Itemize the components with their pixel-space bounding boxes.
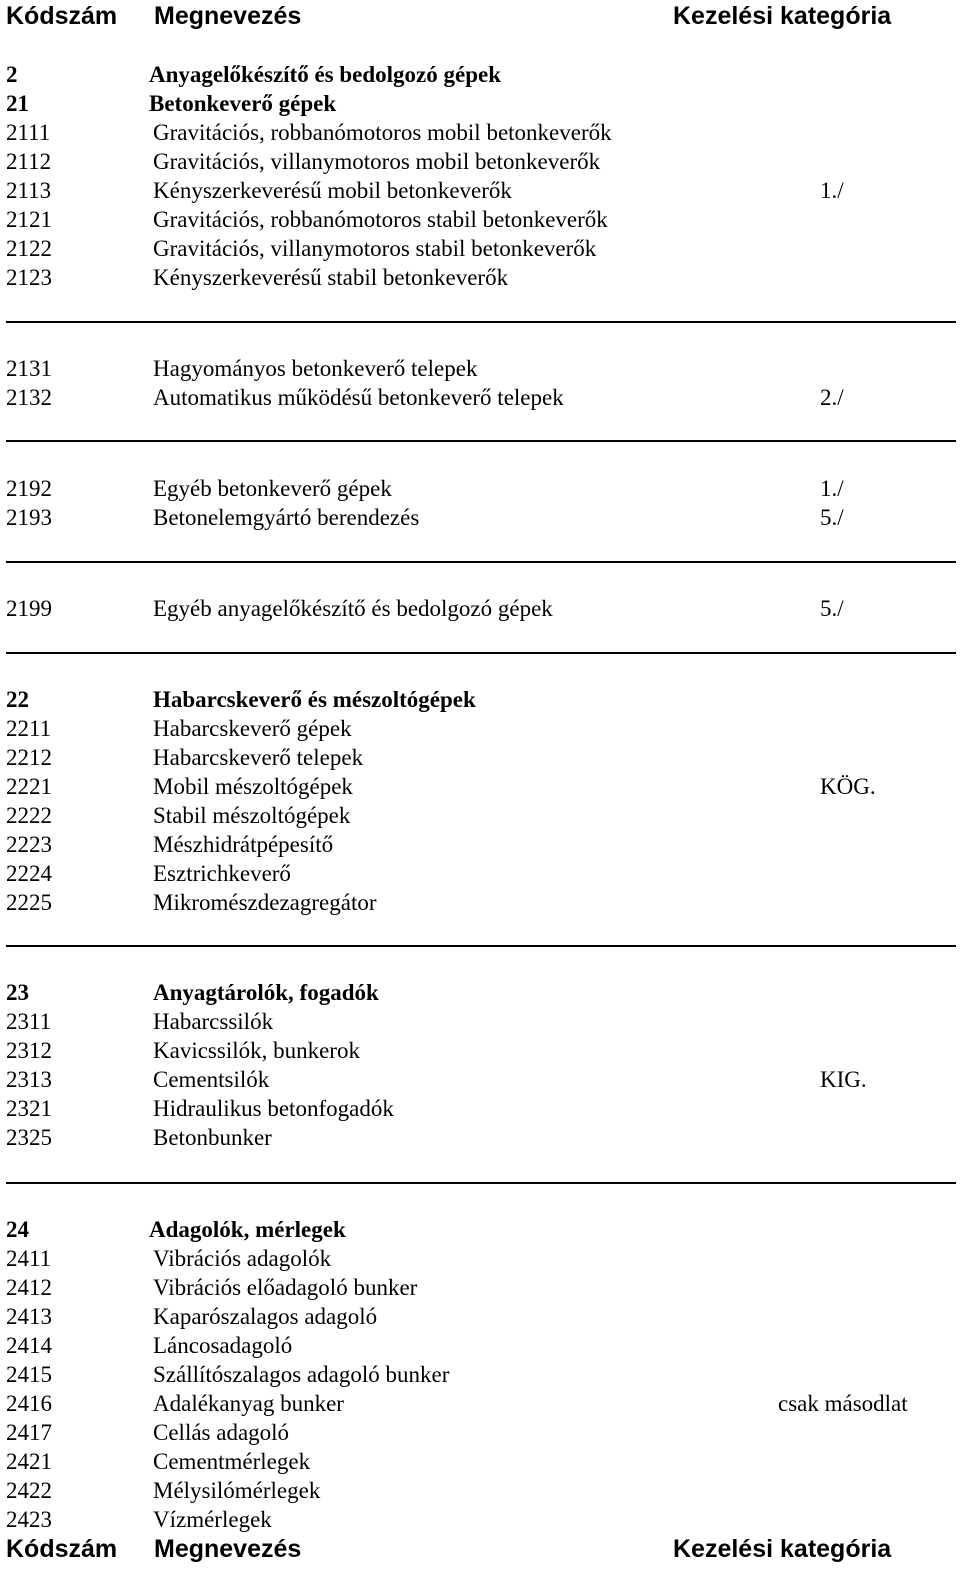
name-cell: Habarcskeverő és mészoltógépek xyxy=(153,687,476,712)
group-heading-row xyxy=(0,60,960,89)
name-cell: Anyagtárolók, fogadók xyxy=(153,980,379,1005)
section-divider xyxy=(6,321,956,323)
name-cell: Habarcssilók xyxy=(153,1009,274,1034)
category-cell: 1./ xyxy=(820,476,844,501)
name-cell: Gravitációs, villanymotoros stabil betonkeverők xyxy=(153,236,597,261)
code-cell: 2411 xyxy=(6,1246,52,1271)
category-cell: KIG. xyxy=(820,1067,867,1092)
code-cell: 2221 xyxy=(6,774,52,799)
table-row xyxy=(0,1331,960,1360)
table-row xyxy=(0,1418,960,1447)
code-cell: 2111 xyxy=(6,120,51,145)
code-group xyxy=(0,685,960,917)
code-group xyxy=(0,60,960,292)
code-column-header: Kódszám xyxy=(6,2,118,30)
table-row xyxy=(0,234,960,263)
name-cell: Habarcskeverő telepek xyxy=(153,745,364,770)
code-cell: 2112 xyxy=(6,149,52,174)
group-heading-row xyxy=(0,978,960,1007)
table-row xyxy=(0,1065,960,1094)
name-cell: Hagyományos betonkeverő telepek xyxy=(153,356,478,381)
name-cell: Mobil mészoltógépek xyxy=(153,774,353,799)
code-cell: 2212 xyxy=(6,745,52,770)
name-cell: Egyéb betonkeverő gépek xyxy=(153,476,392,501)
section-divider xyxy=(6,1182,956,1184)
group-heading-row xyxy=(0,685,960,714)
code-cell: 2224 xyxy=(6,861,52,886)
table-row xyxy=(0,176,960,205)
code-cell: 2 xyxy=(6,62,18,87)
table-row xyxy=(0,1476,960,1505)
code-cell: 2225 xyxy=(6,890,52,915)
code-group xyxy=(0,354,960,412)
category-cell: 1./ xyxy=(820,178,844,203)
code-cell: 23 xyxy=(6,980,29,1005)
name-cell: Cellás adagoló xyxy=(153,1420,290,1445)
name-cell: Kényszerkeverésű mobil betonkeverők xyxy=(153,178,512,203)
table-row xyxy=(0,1244,960,1273)
code-group xyxy=(0,594,960,623)
category-cell: csak másodlat xyxy=(778,1391,908,1416)
name-cell: Egyéb anyagelőkészítő és bedolgozó gépek xyxy=(153,596,553,621)
code-cell: 2199 xyxy=(6,596,52,621)
code-cell: 2423 xyxy=(6,1507,52,1532)
code-cell: 2123 xyxy=(6,265,52,290)
code-group xyxy=(0,474,960,532)
table-row xyxy=(0,1302,960,1331)
code-cell: 2222 xyxy=(6,803,52,828)
table-row xyxy=(0,1447,960,1476)
name-cell: Mélysilómérlegek xyxy=(153,1478,321,1503)
code-cell: 2113 xyxy=(6,178,52,203)
name-column-header: Megnevezés xyxy=(154,2,302,30)
table-row xyxy=(0,147,960,176)
code-cell: 2311 xyxy=(6,1009,52,1034)
name-cell: Habarcskeverő gépek xyxy=(153,716,352,741)
name-cell: Gravitációs, villanymotoros mobil betonkeverők xyxy=(153,149,601,174)
table-row xyxy=(0,1007,960,1036)
name-cell: Vibrációs előadagoló bunker xyxy=(153,1275,418,1300)
code-cell: 2421 xyxy=(6,1449,52,1474)
name-cell: Cementsilók xyxy=(153,1067,270,1092)
table-row xyxy=(0,1094,960,1123)
name-cell: Szállítószalagos adagoló bunker xyxy=(153,1362,450,1387)
name-cell: Adagolók, mérlegek xyxy=(149,1217,346,1242)
code-cell: 21 xyxy=(6,91,29,116)
code-cell: 2223 xyxy=(6,832,52,857)
name-cell: Mikromészdezagregátor xyxy=(153,890,377,915)
table-row xyxy=(0,801,960,830)
code-cell: 2412 xyxy=(6,1275,52,1300)
name-cell: Mészhidrátpépesítő xyxy=(153,832,334,857)
code-cell: 2193 xyxy=(6,505,52,530)
table-row xyxy=(0,888,960,917)
section-divider xyxy=(6,945,956,947)
table-row xyxy=(0,743,960,772)
name-cell: Betonkeverő gépek xyxy=(149,91,337,116)
name-cell: Vízmérlegek xyxy=(153,1507,272,1532)
code-cell: 2422 xyxy=(6,1478,52,1503)
code-cell: 2132 xyxy=(6,385,52,410)
category-cell: KÖG. xyxy=(820,774,876,799)
name-cell: Stabil mészoltógépek xyxy=(153,803,351,828)
table-row xyxy=(0,1360,960,1389)
name-cell: Hidraulikus betonfogadók xyxy=(153,1096,394,1121)
name-cell: Gravitációs, robbanómotoros stabil betonkeverők xyxy=(153,207,608,232)
name-cell: Cementmérlegek xyxy=(153,1449,311,1474)
code-cell: 2414 xyxy=(6,1333,52,1358)
section-divider xyxy=(6,440,956,442)
table-row xyxy=(0,714,960,743)
table-header-top xyxy=(0,0,960,32)
table-row xyxy=(0,503,960,532)
table-row xyxy=(0,1036,960,1065)
table-row xyxy=(0,1389,960,1418)
code-cell: 2321 xyxy=(6,1096,52,1121)
name-cell: Adalékanyag bunker xyxy=(153,1391,344,1416)
name-cell: Betonelemgyártó berendezés xyxy=(153,505,420,530)
name-cell: Gravitációs, robbanómotoros mobil betonkeverők xyxy=(153,120,612,145)
name-cell: Esztrichkeverő xyxy=(153,861,291,886)
code-group xyxy=(0,978,960,1152)
code-cell: 2121 xyxy=(6,207,52,232)
table-row xyxy=(0,1505,960,1534)
name-cell: Láncosadagoló xyxy=(153,1333,293,1358)
table-row xyxy=(0,1123,960,1152)
table-row xyxy=(0,772,960,801)
category-cell: 5./ xyxy=(820,505,844,530)
code-cell: 2312 xyxy=(6,1038,52,1063)
code-column-header: Kódszám xyxy=(6,1535,118,1563)
name-cell: Kaparószalagos adagoló xyxy=(153,1304,378,1329)
table-row xyxy=(0,830,960,859)
category-column-header: Kezelési kategória xyxy=(673,2,892,30)
code-cell: 2313 xyxy=(6,1067,52,1092)
table-header-bottom xyxy=(0,1533,960,1565)
code-cell: 2192 xyxy=(6,476,52,501)
table-row xyxy=(0,354,960,383)
group-heading-row xyxy=(0,1215,960,1244)
table-row xyxy=(0,383,960,412)
code-cell: 2325 xyxy=(6,1125,52,1150)
code-cell: 24 xyxy=(6,1217,29,1242)
table-row xyxy=(0,205,960,234)
table-row xyxy=(0,263,960,292)
code-cell: 22 xyxy=(6,687,29,712)
name-cell: Betonbunker xyxy=(153,1125,272,1150)
code-group xyxy=(0,1215,960,1534)
name-cell: Automatikus működésű betonkeverő telepek xyxy=(153,385,564,410)
code-cell: 2415 xyxy=(6,1362,52,1387)
category-cell: 5./ xyxy=(820,596,844,621)
name-column-header: Megnevezés xyxy=(154,1535,302,1563)
table-row xyxy=(0,859,960,888)
table-row xyxy=(0,474,960,503)
code-cell: 2413 xyxy=(6,1304,52,1329)
section-divider xyxy=(6,561,956,563)
name-cell: Anyagelőkészítő és bedolgozó gépek xyxy=(149,62,502,87)
code-cell: 2122 xyxy=(6,236,52,261)
name-cell: Kényszerkeverésű stabil betonkeverők xyxy=(153,265,509,290)
category-column-header: Kezelési kategória xyxy=(673,1535,892,1563)
code-cell: 2416 xyxy=(6,1391,52,1416)
name-cell: Vibrációs adagolók xyxy=(153,1246,332,1271)
category-cell: 2./ xyxy=(820,385,844,410)
code-cell: 2211 xyxy=(6,716,52,741)
table-row xyxy=(0,1273,960,1302)
code-cell: 2131 xyxy=(6,356,52,381)
group-heading-row xyxy=(0,89,960,118)
table-row xyxy=(0,118,960,147)
name-cell: Kavicssilók, bunkerok xyxy=(153,1038,360,1063)
table-row xyxy=(0,594,960,623)
section-divider xyxy=(6,652,956,654)
code-cell: 2417 xyxy=(6,1420,52,1445)
